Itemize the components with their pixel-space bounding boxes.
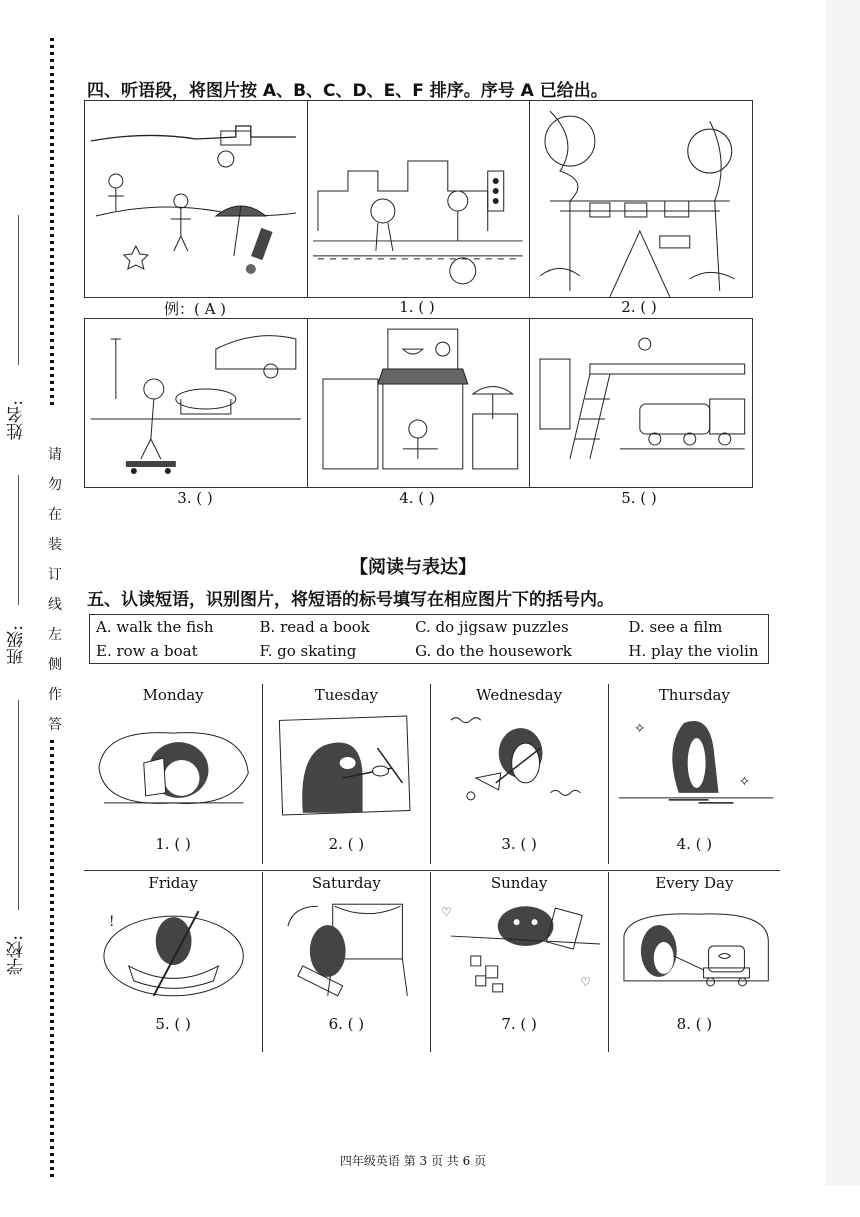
day-label: Thursday: [658, 686, 730, 704]
penguin-film-icon: [263, 896, 429, 1006]
penguin-cell-every-day: [608, 872, 780, 1052]
reading-section-title: 【阅读与表达】: [350, 557, 476, 578]
phrase-item: D. see a film: [628, 618, 723, 636]
day-label: Tuesday: [314, 686, 378, 704]
phrase-table: [89, 614, 769, 664]
page-footer: 四年级英语 第 3 页 共 6 页: [339, 1154, 487, 1168]
day-label: Friday: [148, 874, 198, 892]
warning-char: 订: [48, 567, 62, 583]
day-label: Monday: [142, 686, 204, 704]
warning-char: 答: [48, 717, 62, 733]
picture-caption-4[interactable]: 4. ( ): [399, 489, 435, 507]
binding-dotted-line-top: [50, 38, 54, 408]
day-label: Every Day: [655, 874, 734, 892]
penguin-cell-tuesday: [262, 684, 429, 864]
penguin-cell-friday: [84, 872, 262, 1052]
cafe-illustration: [308, 319, 530, 487]
penguin-caption-2[interactable]: 2. ( ): [328, 835, 365, 853]
picture-caption-example[interactable]: 例：( A ): [163, 300, 227, 318]
warning-char: 勿: [48, 477, 62, 493]
penguin-caption-4[interactable]: 4. ( ): [676, 835, 713, 853]
penguin-row-1: [84, 684, 780, 864]
right-margin-panel: [826, 0, 860, 1185]
penguin-cell-wednesday: [430, 684, 608, 864]
school-label: 学校:: [7, 935, 27, 975]
section5-title: 五、认读短语，识别图片，将短语的标号填写在相应图片下的括号内。: [87, 590, 614, 610]
picture-caption-2[interactable]: 2. ( ): [621, 298, 657, 316]
picture-skateboard: [85, 319, 308, 487]
park-illustration: [530, 101, 752, 297]
phrase-item: E. row a boat: [96, 642, 198, 660]
phrase-item: H. play the violin: [628, 642, 759, 660]
phrase-row: [90, 615, 768, 639]
picture-caption-5[interactable]: 5. ( ): [621, 489, 657, 507]
penguin-sweeping-icon: [431, 708, 608, 818]
penguin-cell-saturday: [262, 872, 429, 1052]
warning-char: 左: [48, 627, 62, 643]
warning-char: 侧: [48, 657, 62, 673]
class-label: 班级:: [7, 625, 27, 665]
penguin-caption-1[interactable]: 1. ( ): [155, 835, 191, 853]
svg-text:♡: ♡: [440, 905, 452, 920]
phrase-item: C. do jigsaw puzzles: [415, 618, 569, 636]
phrase-item: F. go skating: [259, 642, 357, 660]
day-label: Wednesday: [476, 686, 563, 704]
warning-char: 在: [48, 507, 62, 523]
skateboard-illustration: [85, 319, 307, 487]
warning-char: 请: [48, 447, 62, 463]
section4-picture-row-1: [84, 100, 753, 298]
penguin-row-2: [84, 872, 780, 1052]
svg-text:✧: ✧: [633, 721, 646, 738]
street-illustration: [308, 101, 530, 297]
picture-cafe: [308, 319, 531, 487]
svg-text:✧: ✧: [738, 773, 750, 790]
penguin-row-divider: [84, 870, 780, 871]
phrase-item: B. read a book: [259, 618, 370, 636]
name-label: 姓名:: [7, 400, 27, 440]
picture-park: [530, 101, 752, 297]
svg-text:!: !: [108, 914, 115, 931]
class-underline: [18, 475, 19, 605]
penguin-violin-icon: [263, 708, 429, 818]
penguin-caption-7[interactable]: 7. ( ): [501, 1015, 537, 1033]
warning-char: 装: [48, 537, 62, 553]
picture-caption-3[interactable]: 3. ( ): [177, 489, 213, 507]
school-underline: [18, 700, 19, 910]
penguin-skating-icon: [609, 708, 780, 818]
phrase-row: [90, 639, 768, 663]
penguin-caption-3[interactable]: 3. ( ): [501, 835, 537, 853]
picture-train-station: [530, 319, 752, 487]
penguin-cell-thursday: [608, 684, 780, 864]
penguin-caption-8[interactable]: 8. ( ): [676, 1015, 713, 1033]
svg-text:♡: ♡: [579, 974, 591, 989]
day-label: Saturday: [311, 874, 381, 892]
phrase-item: A. walk the fish: [96, 618, 214, 636]
warning-char: 作: [48, 687, 62, 703]
section4-title: 四、听语段，将图片按 A、B、C、D、E、F 排序。序号 A 已给出。: [87, 81, 608, 101]
train-illustration: [530, 319, 752, 487]
penguin-puzzle-icon: [431, 896, 608, 1006]
warning-char: 线: [48, 597, 62, 613]
penguin-caption-6[interactable]: 6. ( ): [328, 1015, 365, 1033]
penguin-cell-sunday: [430, 872, 608, 1052]
day-label: Sunday: [490, 874, 548, 892]
binding-dotted-line-bottom: [50, 740, 54, 1180]
binding-warning: [46, 440, 64, 740]
penguin-rowing-icon: [84, 896, 262, 1006]
picture-caption-1[interactable]: 1. ( ): [399, 298, 435, 316]
name-underline: [18, 215, 19, 365]
picture-beach: [85, 101, 308, 297]
penguin-caption-5[interactable]: 5. ( ): [155, 1015, 191, 1033]
picture-street-clowns: [308, 101, 531, 297]
penguin-reading-icon: [84, 708, 262, 818]
phrase-item: G. do the housework: [415, 642, 572, 660]
penguin-walk-fish-icon: [609, 896, 780, 1006]
section4-picture-row-2: [84, 318, 753, 488]
penguin-cell-monday: [84, 684, 262, 864]
beach-illustration: [85, 101, 307, 297]
